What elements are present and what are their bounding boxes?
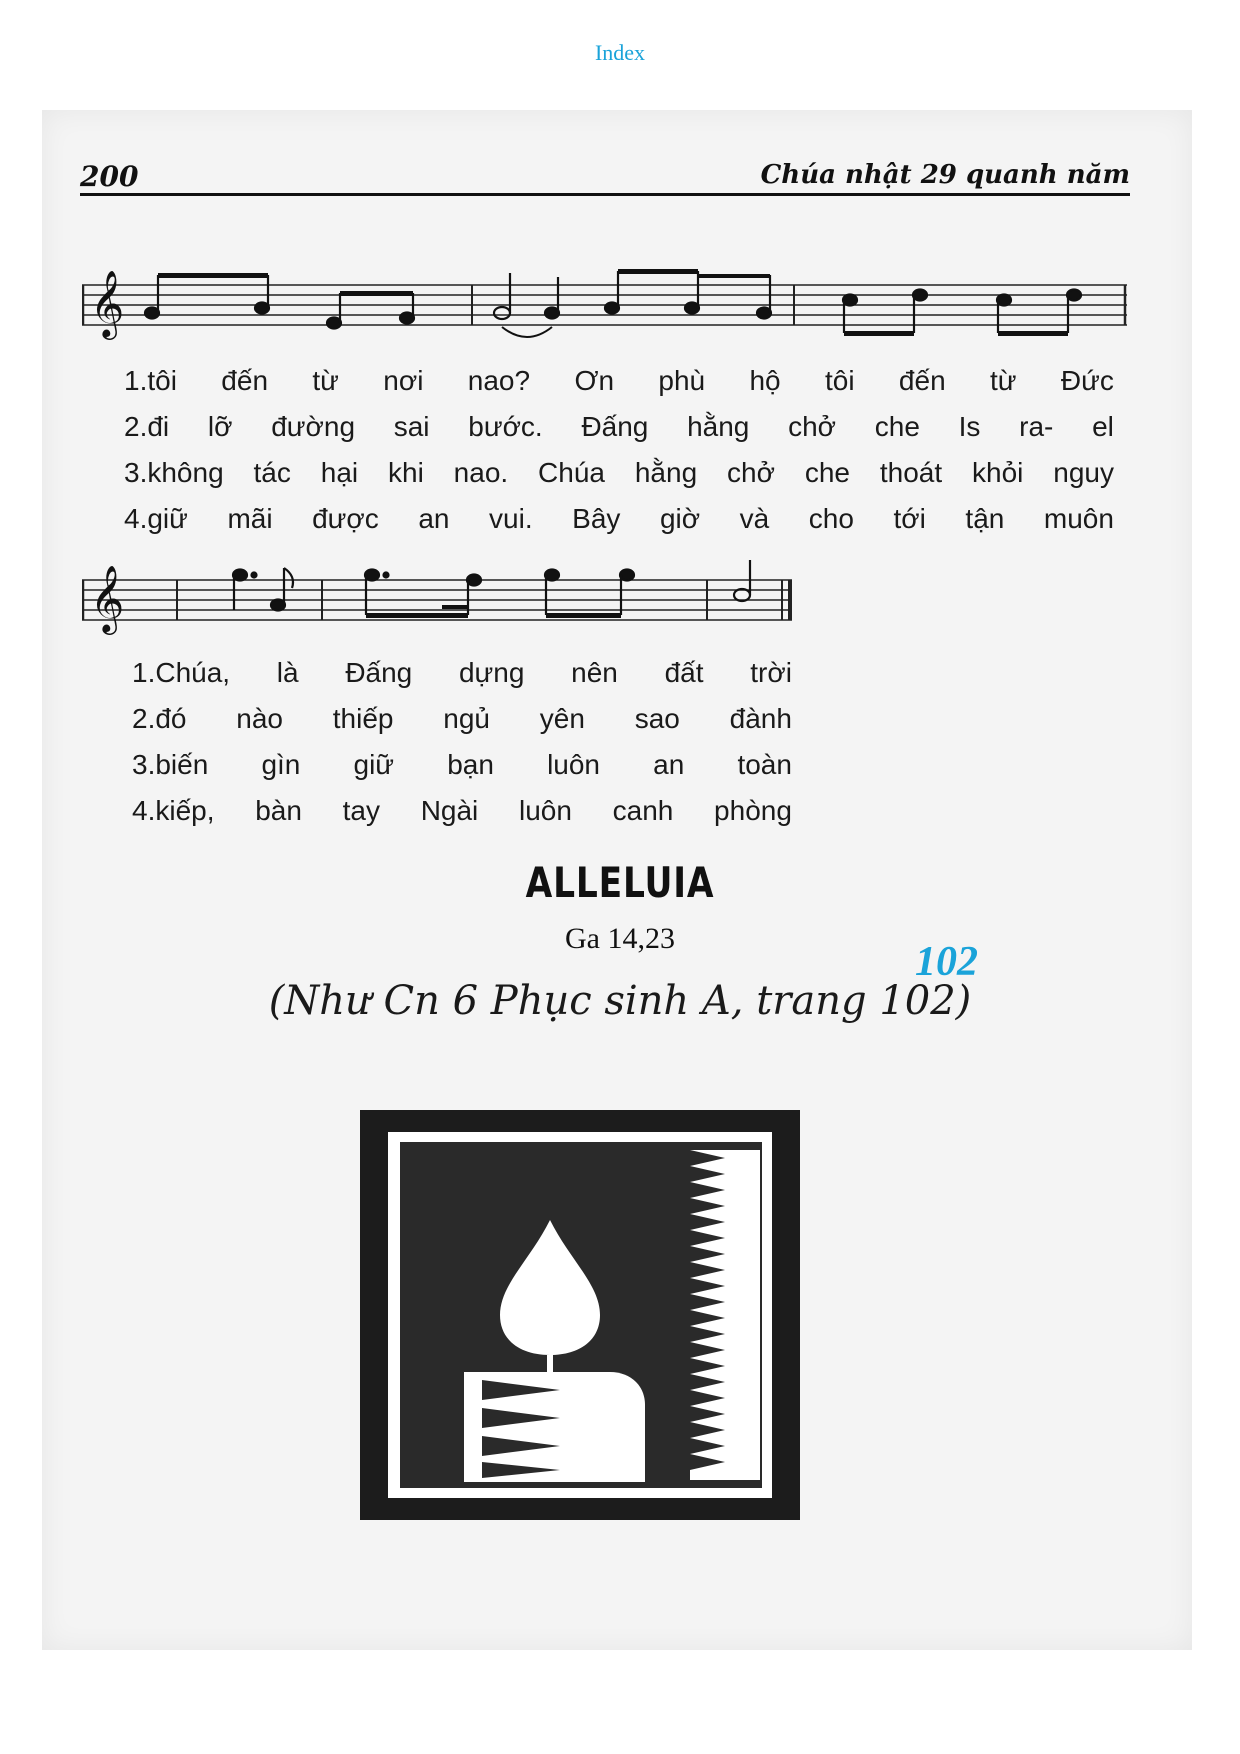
lyric: nào [236,703,283,734]
lyric: giữ [353,749,395,780]
lyric: từ [990,365,1017,396]
lyric: bạn [447,749,494,780]
lyric: ngủ [443,703,490,734]
lyric: tới [893,503,926,534]
lyric: nao? [467,365,531,396]
lyric: bàn [255,795,302,826]
verse-line-3 [132,742,792,788]
lyric: tác [253,457,291,488]
verse-line-4 [124,496,1114,542]
lyric: vui. [489,503,533,534]
lyric: tay [342,795,380,826]
lyric: phòng [714,795,792,826]
lyric: sao [634,703,680,734]
lyric: lỡ [207,411,233,442]
section-title: Chúa nhật 29 quanh năm [760,160,1130,190]
lyric: gìn [261,749,301,780]
lyric: tận [965,503,1005,534]
verse-line-3 [124,450,1114,496]
verses-staff-2 [132,650,792,834]
lyric: 3.không [124,457,224,488]
page-number: 200 [80,160,139,193]
lyric: đất [664,657,704,688]
lyric: Đức [1060,365,1114,396]
music-staff-2 [82,560,802,650]
candle-illustration [360,1110,800,1520]
lyric: Đấng [581,411,649,442]
lyric: Chúa [538,457,605,488]
lyric: dựng [458,657,525,688]
music-staff-1 [82,255,1132,350]
lyric: bước. [468,411,543,442]
lyric: khi [388,457,424,488]
lyric: chở [788,411,837,442]
lyric: nên [571,657,618,688]
lyric: Ngài [420,795,479,826]
lyric: đành [729,703,792,734]
lyric: an [418,503,450,534]
lyric: muôn [1043,503,1114,534]
lyric: nao. [453,457,509,488]
lyric: ra- [1019,411,1054,442]
verse-line-1 [124,358,1114,404]
lyric: 1.tôi [124,365,177,396]
lyric: sai [393,411,430,442]
lyric: luôn [518,795,572,826]
lyric: an [653,749,685,780]
lyric: Is [958,411,981,442]
lyric: được [312,503,379,534]
lyric: 4.kiếp, [132,795,215,826]
lyric: Ơn [574,365,615,396]
lyric: toàn [737,749,792,780]
lyric: Bây [572,503,621,534]
lyric: thoát [879,457,943,488]
lyric: đến [221,365,269,396]
lyric: đến [898,365,946,396]
lyric: chở [727,457,775,488]
lyric: phù [658,365,706,396]
lyric: 2.đi [124,411,170,442]
lyric: hằng [687,411,750,442]
verses-staff-1 [124,358,1114,542]
verse-line-2 [132,696,792,742]
lyric: trời [750,657,792,688]
lyric: 1.Chúa, [132,657,231,688]
verse-line-4 [132,788,792,834]
lyric: che [874,411,920,442]
treble-clef-icon: 𝄞 [90,564,125,632]
lyric: giờ [659,503,701,534]
lyric: và [739,503,770,534]
lyric: yên [539,703,585,734]
scripture-reference: Ga 14,23 [565,922,675,955]
verse-line-2 [124,404,1114,450]
header-rule [80,193,1130,196]
lyric: hại [320,457,359,488]
lyric: tôi [824,365,855,396]
lyric: đường [271,411,356,442]
page-102-link[interactable]: 102 [915,939,978,985]
lyric: che [804,457,850,488]
lyric: 2.đó [132,703,187,734]
lyric: hộ [749,365,781,396]
lyric: 4.giữ [124,503,188,534]
verse-line-1 [132,650,792,696]
lyric: hằng [634,457,698,488]
cross-reference-note: (Như Cn 6 Phục sinh A, trang 102) [268,978,972,1024]
index-link[interactable]: Index [594,40,646,65]
alleluia-heading: ALLELUIA [525,858,715,907]
lyric: khỏi [972,457,1024,488]
lyric: thiếp [332,703,394,734]
lyric: 3.biến [132,749,209,780]
lyric: cho [808,503,854,534]
lyric: canh [612,795,674,826]
lyric: là [276,657,299,688]
treble-clef-icon: 𝄞 [90,269,125,337]
lyric: từ [312,365,339,396]
lyric: mãi [227,503,273,534]
lyric: Đấng [345,657,413,688]
lyric: luôn [547,749,600,780]
lyric: nơi [383,365,424,396]
lyric: el [1092,411,1114,442]
lyric: nguy [1053,457,1114,488]
